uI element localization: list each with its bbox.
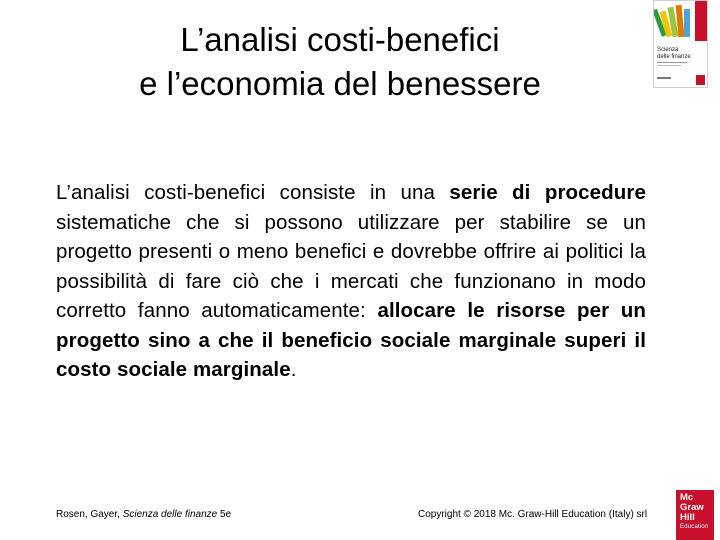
slide-title: [60, 18, 620, 106]
book-cover-title-2: delle finanze: [657, 54, 691, 60]
logo-line-2: Graw: [680, 502, 704, 513]
logo-line-1: Mc: [680, 492, 694, 503]
body-bold-run: allocare le risorse per un progetto sino a che il beneficio sociale marginale superi il costo sociale marginale: [56, 299, 646, 381]
footer-copyright: Copyright © 2018 Mc. Graw-Hill Education (Italy) srl: [418, 509, 648, 520]
body-bold-run: serie di procedure: [449, 181, 646, 204]
footer-authors: Rosen, Gayer,: [56, 509, 123, 520]
body-paragraph: [56, 178, 646, 385]
book-cover-title-1: Scienza: [657, 47, 679, 53]
slide-title-line-2: e l’economia del benessere: [139, 65, 541, 102]
logo-line-4: Education: [680, 524, 709, 530]
slide-title-line-1: L’analisi costi-benefici: [180, 21, 500, 58]
logo-line-3: Hill: [680, 512, 695, 523]
book-cover-art: [654, 1, 707, 87]
body-text-run: .: [290, 358, 297, 381]
body-text-run: sistematiche che si possono utilizzare per stabilire se un progetto presenti o meno benefici e dovrebbe offrire ai politici la possibilità di fare ciò che i mercati che funzionano in modo corretto fanno automaticamente:: [56, 210, 646, 322]
footer-book-title: Scienza delle finanze: [122, 509, 218, 520]
book-cover-thumbnail: [653, 0, 708, 88]
footer-edition: 5e: [217, 509, 232, 520]
body-text-run: L’analisi costi-benefici consiste in una: [56, 181, 450, 204]
mcgraw-hill-logo: [676, 490, 714, 540]
footer-citation: [56, 509, 231, 520]
